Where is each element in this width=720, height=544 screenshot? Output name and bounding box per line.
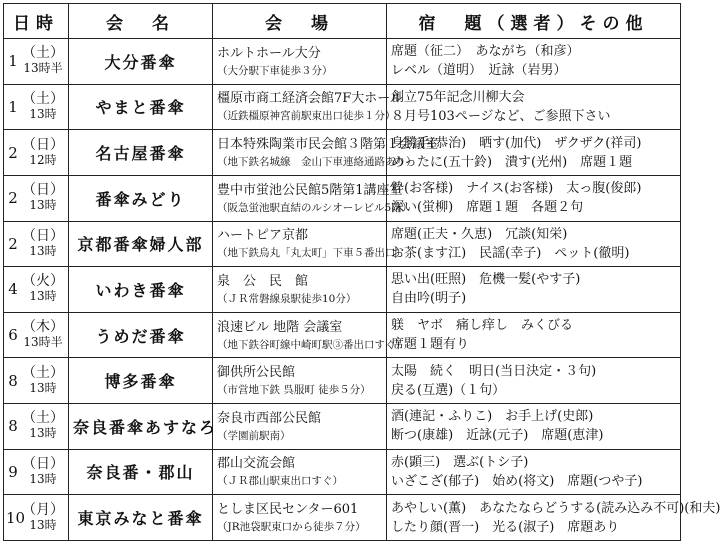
venue-name: 浪速ビル 地階 会議室 [217, 319, 343, 335]
topic-line-2: ８月号103ページなど、ご参照下さい [391, 108, 611, 124]
table-row [4, 84, 681, 130]
topic-line-2: 自由吟(明子) [391, 291, 467, 307]
date-cell [4, 449, 69, 495]
meeting-name: 博多番傘 [69, 358, 213, 404]
event-schedule-table [3, 3, 720, 541]
topic-line-2: レベル（道明） 近詠（岩男） [391, 63, 567, 79]
date-cell [4, 175, 69, 221]
topic-cell [387, 39, 681, 85]
table-row [4, 175, 681, 221]
topic-cell [387, 449, 681, 495]
weekday: （木） [22, 319, 64, 336]
venue-access: （阪急蛍池駅直結のルシオーレビル5階） [217, 201, 413, 214]
venue-cell [213, 358, 387, 404]
date-cell [4, 221, 69, 267]
start-time: 13時半 [23, 335, 63, 350]
meeting-name: 大分番傘 [69, 39, 213, 85]
topic-line-1: 創立75年記念川柳大会 [391, 89, 525, 105]
meeting-name: 奈良番傘あすなろ [69, 404, 213, 450]
venue-cell [213, 39, 387, 85]
topic-line-1: 身勝手(恭治) 晒す(加代) ザクザク(祥司) [391, 135, 642, 151]
table-row [4, 267, 681, 313]
topic-line-1: 席題（征二） あながち（和彦） [391, 44, 580, 60]
table-row [4, 312, 681, 358]
venue-name: 郡山交流会館 [217, 456, 296, 472]
meeting-name: 奈良番・郡山 [69, 449, 213, 495]
day-number: 6 [8, 326, 18, 345]
topic-line-1: 思い出(旺照) 危機一髪(やす子) [391, 272, 581, 288]
topic-cell [387, 84, 681, 130]
table-row [4, 358, 681, 404]
topic-cell [387, 495, 720, 541]
weekday: （日） [22, 136, 64, 153]
day-number: 8 [8, 371, 18, 390]
table-row [4, 39, 681, 85]
start-time: 13時 [29, 198, 57, 213]
table-row [4, 449, 681, 495]
header-name: 会 名 [69, 4, 213, 39]
day-number: 1 [8, 97, 18, 116]
start-time: 13時 [29, 517, 57, 532]
venue-access: （大分駅下車徒歩３分） [217, 64, 333, 77]
venue-cell [213, 312, 406, 358]
topic-cell [387, 267, 681, 313]
topic-line-1: 赤(顕三) 選ぶ(トシ子) [391, 454, 529, 470]
date-cell [4, 358, 69, 404]
day-number: 1 [8, 52, 18, 71]
venue-name: 豊中市蛍池公民館5階第1講座室 [217, 182, 403, 198]
topic-cell [387, 358, 681, 404]
topic-line-2: いざこざ(郁子) 始め(将文) 席題(つや子) [391, 473, 643, 489]
venue-name: 泉 公 民 館 [217, 273, 309, 289]
venue-access: （地下鉄名城線 金山下車連絡通路あり） [217, 156, 417, 169]
day-number: 2 [8, 143, 18, 162]
topic-cell [387, 175, 681, 221]
start-time: 13時 [29, 471, 57, 486]
venue-name: ハートピア京都 [217, 228, 309, 244]
start-time: 13時 [29, 243, 57, 258]
venue-name: 橿原市商工経済会館7F大ホール [217, 91, 404, 107]
day-number: 10 [6, 508, 26, 527]
topic-line-2: 席題１題有り [391, 337, 470, 353]
topic-cell [387, 221, 681, 267]
topic-line-2: したり顔(晋一) 光る(淑子) 席題あり [391, 519, 620, 535]
venue-access: （近鉄橿原神宮前駅東出口徒歩１分） [217, 110, 396, 123]
venue-name: ホルトホール大分 [217, 45, 321, 61]
weekday: （土） [22, 364, 64, 381]
weekday: （火） [22, 273, 64, 290]
venue-cell [213, 267, 387, 313]
start-time: 13時 [29, 426, 57, 441]
venue-access: （ＪＲ郡山駅東出口すぐ） [217, 475, 343, 488]
topic-cell [387, 404, 681, 450]
day-number: 2 [8, 189, 18, 208]
venue-cell [213, 221, 406, 267]
date-cell [4, 495, 69, 541]
date-cell [4, 267, 69, 313]
start-time: 13時 [29, 289, 57, 304]
venue-access: （JR池袋駅東口から徒歩７分） [217, 521, 366, 534]
topic-cell [387, 312, 681, 358]
meeting-name: いわき番傘 [69, 267, 213, 313]
meeting-name: うめだ番傘 [69, 312, 213, 358]
table-row [4, 404, 681, 450]
topic-line-2: 断つ(康雄) 近詠(元子) 席題(恵津) [391, 428, 604, 444]
meeting-name: 京都番傘婦人部 [69, 221, 213, 267]
weekday: （土） [22, 410, 64, 427]
start-time: 13時半 [23, 61, 63, 76]
topic-line-1: 席題(正夫・久恵) 冗談(知栄) [391, 226, 568, 242]
venue-access: （ＪＲ常磐線泉駅徒歩10分） [217, 292, 357, 305]
header-row [4, 4, 681, 39]
date-cell [4, 39, 69, 85]
start-time: 13時 [29, 106, 57, 121]
weekday: （日） [22, 227, 64, 244]
start-time: 12時 [29, 152, 57, 167]
weekday: （月） [22, 501, 64, 518]
header-venue: 会 場 [213, 4, 387, 39]
venue-access: （地下鉄烏丸「丸太町」下車５番出口） [217, 247, 406, 260]
weekday: （土） [22, 45, 64, 62]
topic-line-2: 深い(蛍柳) 席題１題 各題２句 [391, 200, 584, 216]
day-number: 9 [8, 462, 18, 481]
meeting-name: 名古屋番傘 [69, 130, 213, 176]
table-row [4, 130, 681, 176]
topic-line-1: 太陽 続く 明日(当日決定・３句) [391, 363, 597, 379]
venue-cell [213, 130, 439, 176]
date-cell [4, 130, 69, 176]
meeting-name: 東京みなと番傘 [69, 495, 213, 541]
venue-name: 御供所公民館 [217, 365, 296, 381]
topic-line-2: 戻る(互選)（１句） [391, 382, 506, 398]
venue-name: 奈良市西部公民館 [217, 410, 322, 426]
venue-cell [213, 84, 404, 130]
start-time: 13時 [29, 380, 57, 395]
topic-line-1: あやしい(薫) あなたならどうする(読み込み不可)(和夫) [391, 500, 720, 516]
table-row [4, 221, 681, 267]
meeting-name: 番傘みどり [69, 175, 213, 221]
venue-cell [213, 449, 387, 495]
venue-name: としま区民センター601 [217, 502, 359, 518]
meeting-name: やまと番傘 [69, 84, 213, 130]
venue-access: （学園前駅南） [217, 429, 291, 442]
venue-access: （地下鉄谷町線中崎町駅③番出口すぐ） [217, 338, 406, 351]
day-number: 4 [8, 280, 18, 299]
table-row [4, 495, 681, 541]
header-topic: 宿 題（選者）その他 [387, 4, 681, 39]
topic-cell [387, 130, 681, 176]
date-cell [4, 84, 69, 130]
venue-cell [213, 495, 387, 541]
venue-name: 日本特殊陶業市民会館３階第１会議室 [217, 137, 439, 153]
day-number: 8 [8, 417, 18, 436]
topic-line-2: お茶(ます江) 民謡(幸子) ペット(徹明) [391, 245, 630, 261]
date-cell [4, 404, 69, 450]
topic-line-1: 粋(お客様) ナイス(お客様) 太っ腹(俊郎) [391, 181, 642, 197]
header-date: 日時 [4, 4, 69, 39]
date-cell [4, 312, 69, 358]
weekday: （土） [22, 90, 64, 107]
weekday: （日） [22, 182, 64, 199]
venue-cell [213, 404, 387, 450]
topic-line-2: めったに(五十鈴) 潰す(光州) 席題１題 [391, 154, 633, 170]
weekday: （日） [22, 455, 64, 472]
venue-cell [213, 175, 413, 221]
venue-access: （市営地下鉄 呉服町 徒歩５分） [217, 384, 371, 397]
topic-line-1: 躾 ヤボ 痛し痒し みくびる [391, 318, 574, 334]
day-number: 2 [8, 234, 18, 253]
topic-line-1: 酒(連記・ふりこ) お手上げ(史郎) [391, 409, 594, 425]
